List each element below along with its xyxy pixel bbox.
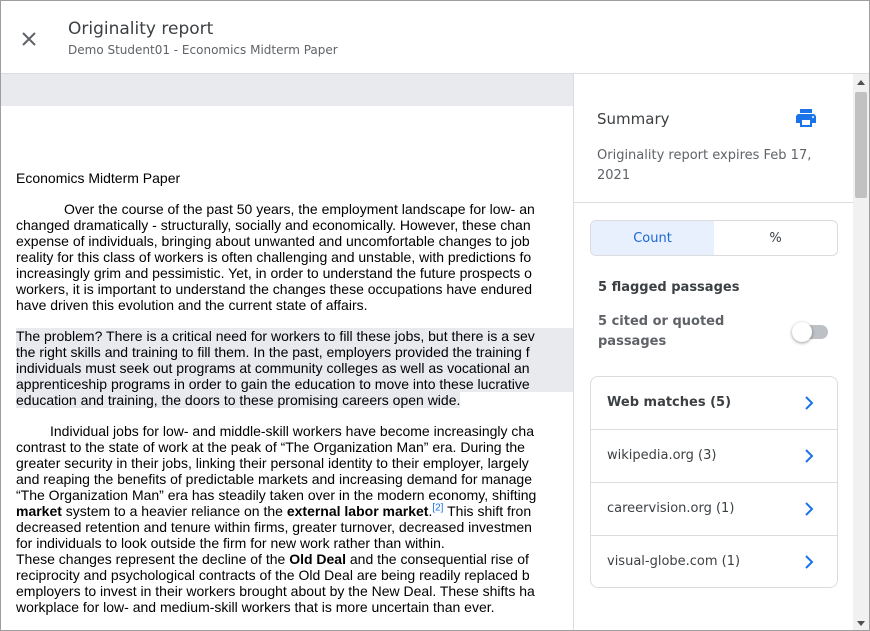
text-line: Individual jobs for low- and middle-skill workers have become increasingly cha [50,423,534,439]
report-subtitle: Demo Student01 - Economics Midterm Paper [68,43,338,57]
document-viewer[interactable] [1,74,573,630]
document-body [16,170,573,615]
text-line: “The Organization Man” era has steadily taken over in the modern economy, shifting [16,487,537,503]
text-line: employers to invest in their workers brought about by the New Deal. These shifts ha [16,583,535,599]
text-line: reality for this class of workers is often challenging and unstable, with predictions fo [16,249,532,265]
cited-passages-label: 5 cited or quoted passages [598,314,725,349]
chevron-right-icon [799,446,819,466]
text-line: workplace for low- and medium-skill workers that is more uncertain than ever. [16,599,495,615]
text-line: for individuals to look outside the firm for new work rather than within. [16,535,445,551]
chevron-right-icon [799,393,819,413]
bold-term: market [16,503,62,519]
summary-header [574,74,854,203]
text-line: expense of individuals, bringing about unwanted and uncomfortable changes to job [16,233,530,249]
match-label: visual-globe.com (1) [607,554,741,569]
flagged-line: individuals must seek out programs at community colleges as well as vocational an [16,360,573,376]
bold-term: external labor market [286,503,429,519]
flagged-line: the right skills and training to fill them. In the past, employers provided the training f [16,344,573,360]
scrollbar-thumb[interactable] [855,92,867,198]
switch-thumb [792,322,812,342]
text-line: have driven this evolution and the current state of affairs. [16,297,368,313]
flagged-line: apprenticeship programs in order to gain the education to move into these lucrative [16,376,573,392]
text-span: and the consequential rise of [345,551,529,567]
scroll-down-arrow-icon[interactable] [857,621,865,626]
document-heading: Economics Midterm Paper [16,170,181,186]
document-toolbar [1,74,573,106]
chevron-right-icon [799,552,819,572]
flagged-passage[interactable] [16,328,573,408]
citation-link[interactable]: [2] [432,502,444,514]
percent-toggle-button[interactable]: % [769,230,782,246]
text-line: Over the course of the past 50 years, the employment landscape for low- an [64,201,535,217]
text-line [16,551,573,567]
match-source-row[interactable] [591,430,837,483]
text-span: system to a heavier reliance on the [61,503,287,519]
match-label: careervision.org (1) [607,501,735,516]
text-line: increasingly grim and pessimistic. Yet, in order to understand the future prospects o [16,265,532,281]
count-percent-toggle [590,220,838,256]
text-line: and reaping the benefits of predictable markets and increasing demand for manage [16,471,532,487]
scroll-up-arrow-icon[interactable] [857,80,865,85]
text-line: contrast to the state of work at the peak of “The Organization Man” era. During the [16,439,525,455]
text-line [16,503,573,519]
text-line: workers, it is important to understand the changes these occupations have endured [16,281,532,297]
text-line: decreased retention and tenure within firms, greater turnover, decreased investmen [16,519,532,535]
match-label: Web matches (5) [607,395,732,410]
report-header [1,1,869,74]
chevron-right-icon [799,499,819,519]
close-icon[interactable] [13,23,45,55]
expiry-notice: Originality report expires Feb 17, 2021 [597,148,812,183]
print-icon[interactable] [794,106,818,130]
paragraph-1 [16,201,573,313]
flagged-line: education and training, the doors to these promising careers open wide. [16,392,461,408]
text-line: reciprocity and psychological contracts of the Old Deal are being readily replaced b [16,567,530,583]
panel-scrollbar[interactable] [853,74,869,630]
paragraph-3 [16,423,573,615]
match-source-row[interactable] [591,536,837,588]
flagged-passages-count: 5 flagged passages [598,280,740,295]
match-source-row[interactable] [591,483,837,536]
text-span: These changes represent the decline of the [16,551,290,567]
text-line: changed dramatically - structurally, socially and economically. However, these chan [16,217,531,233]
flagged-line: The problem? There is a critical need for workers to fill these jobs, but there is a sev [16,328,573,344]
summary-panel [573,74,870,630]
web-matches-row[interactable] [591,377,837,430]
report-title: Originality report [68,19,214,39]
text-span: . [428,503,433,519]
match-label: wikipedia.org (3) [607,448,717,463]
text-span: This shift fron [443,503,532,519]
text-line: greater security in their jobs, linking their personal identity to their employer, largely [16,455,529,471]
summary-title: Summary [597,110,670,128]
bold-term: Old Deal [289,551,346,567]
matches-list [590,376,838,588]
count-toggle-button[interactable]: Count [591,221,714,255]
cited-passages-switch[interactable] [792,322,830,342]
